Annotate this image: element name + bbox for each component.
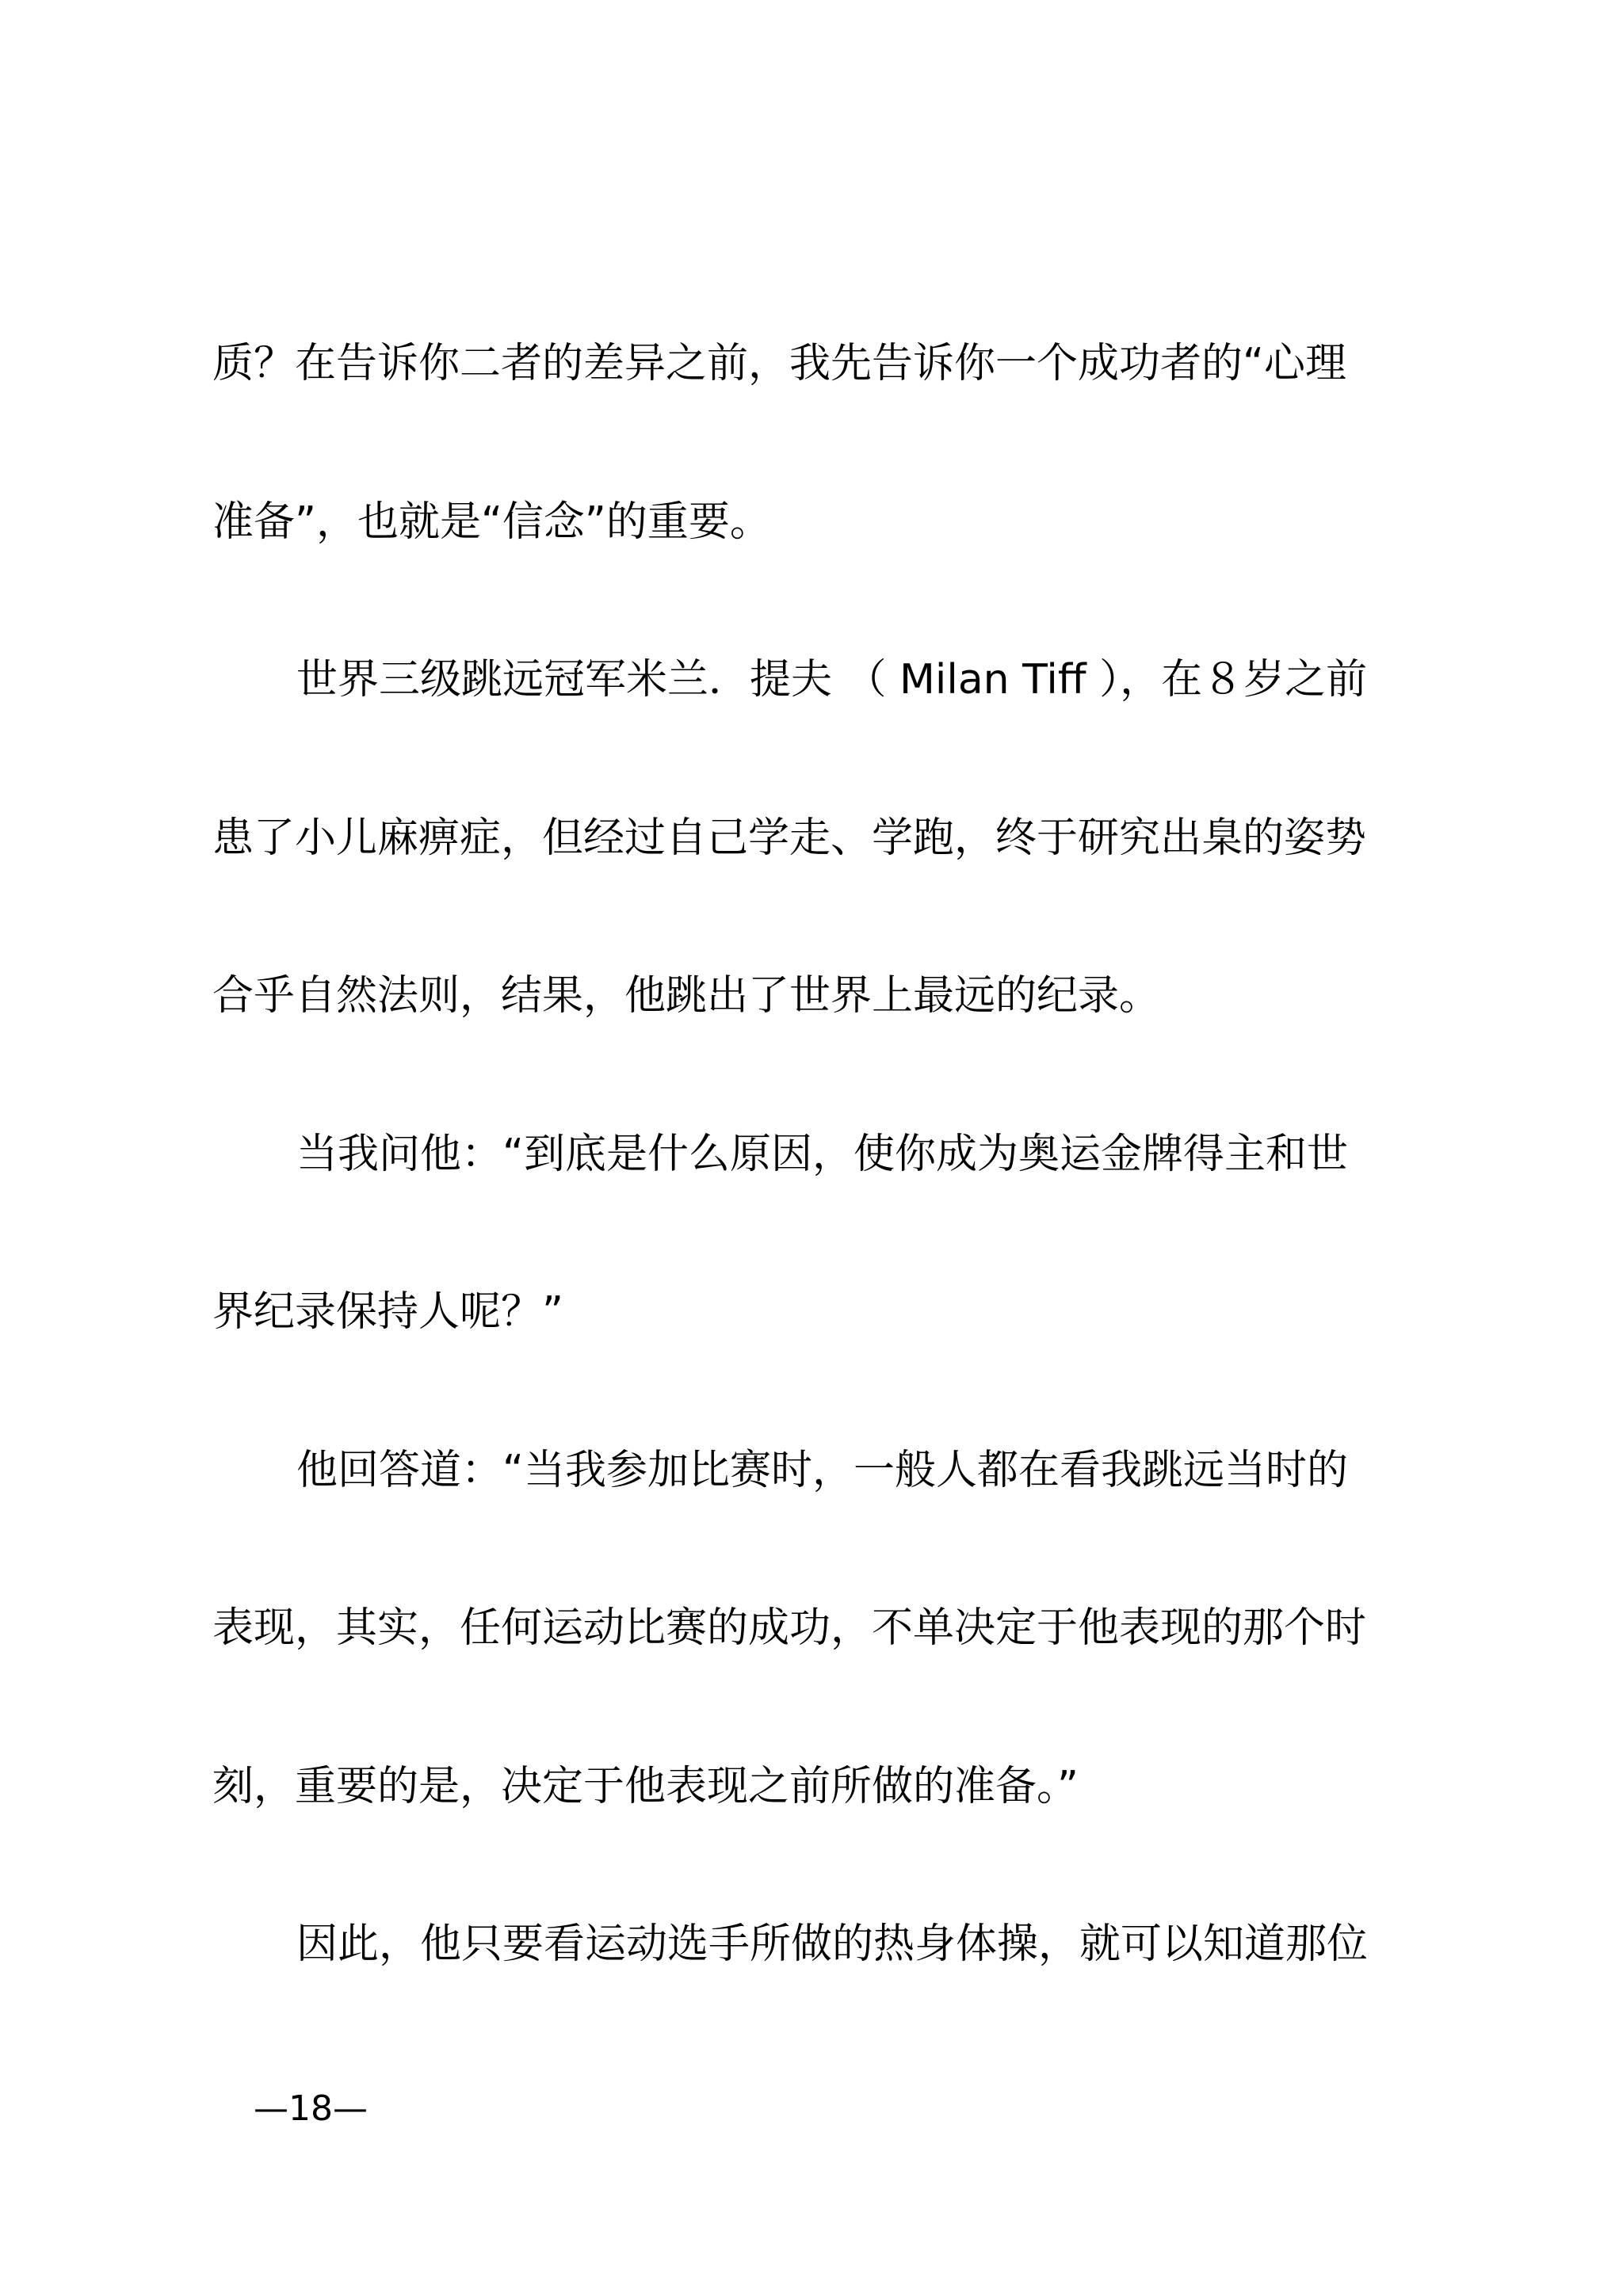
text-line-10: 刻，重要的是，决定于他表现之前所做的准备。” — [212, 1763, 1079, 1810]
text-line-2: 准备”，也就是“信念”的重要。 — [212, 498, 771, 546]
text-line-7: 界纪录保持人呢？” — [212, 1288, 563, 1336]
paragraph-start-milan-tiff: 世界三级跳远冠军米兰．提夫 （ Milan Tiff ），在８岁之前 — [296, 656, 1368, 704]
text-line-1: 质？在告诉你二者的差异之前，我先告诉你一个成功者的“心理 — [212, 340, 1346, 387]
paragraph-start-question: 当我问他：“到底是什么原因，使你成为奥运金牌得主和世 — [296, 1131, 1348, 1178]
text-line-5: 合乎自然法则，结果，他跳出了世界上最远的纪录。 — [212, 972, 1161, 1020]
text-line-4: 患了小儿麻痹症，但经过自己学走、学跑，终于研究出臬的姿势 — [212, 814, 1367, 862]
paragraph-start-therefore: 因此，他只要看运动选手所做的热身体操，就可以知道那位 — [296, 1920, 1369, 1968]
page-number: —18— — [254, 2088, 368, 2129]
text-line-9: 表现，其实，任何运动比赛的成功，不单决定于他表现的那个时 — [212, 1604, 1367, 1652]
paragraph-start-answer: 他回答道：“当我参加比赛时，一般人都在看我跳远当时的 — [296, 1447, 1348, 1494]
